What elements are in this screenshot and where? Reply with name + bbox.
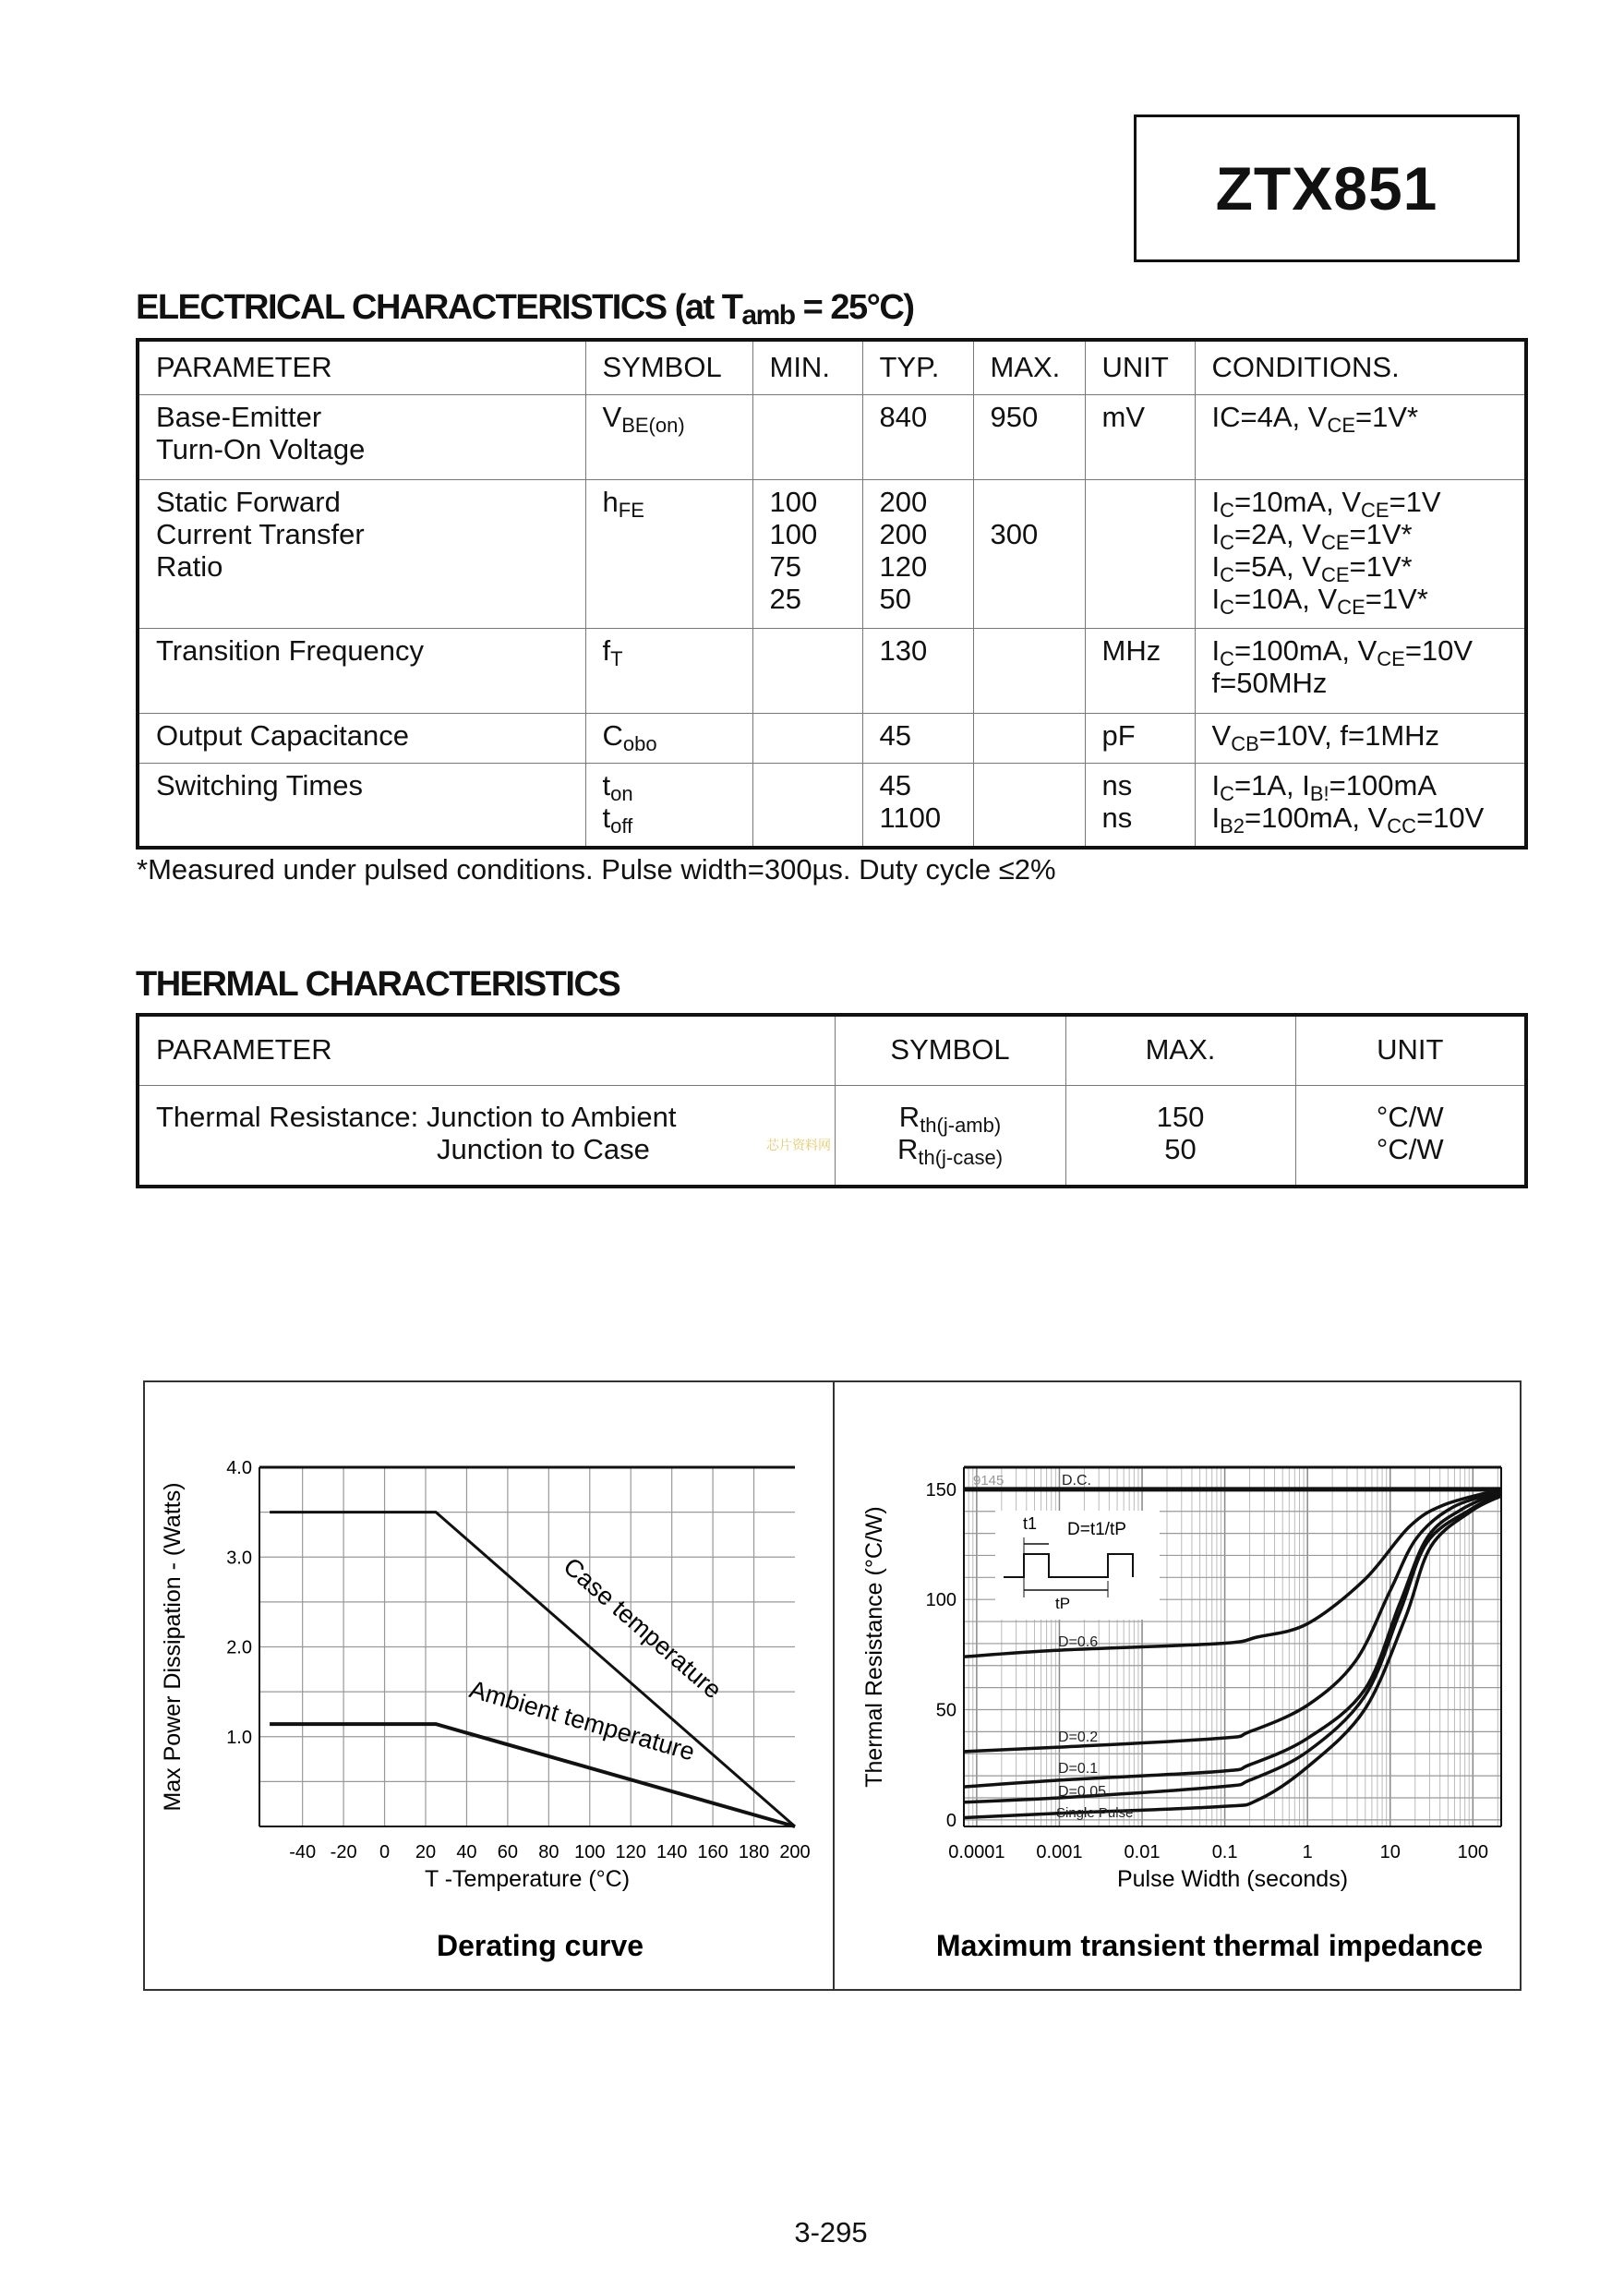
heading-text: ELECTRICAL CHARACTERISTICS (at T bbox=[136, 288, 742, 327]
figure-code: 9145 bbox=[973, 1473, 1004, 1488]
text-segment: I bbox=[1211, 768, 1221, 802]
text-segment: =1V* bbox=[1349, 549, 1413, 583]
typ-line: 120 bbox=[879, 549, 928, 583]
subscript: C bbox=[1220, 530, 1235, 554]
t1-label: t1 bbox=[1023, 1514, 1038, 1533]
subscript: CE bbox=[1337, 595, 1365, 619]
unit-line: ns bbox=[1101, 801, 1133, 834]
subscript: C bbox=[1220, 781, 1235, 805]
x-tick-label: 100 bbox=[1457, 1842, 1489, 1862]
text-segment: =10V bbox=[1416, 801, 1485, 834]
parameter-line: Switching Times bbox=[156, 768, 363, 802]
x-tick-label: 10 bbox=[1379, 1842, 1401, 1862]
series-label: D=0.2 bbox=[1058, 1730, 1099, 1745]
x-tick-label: -20 bbox=[330, 1842, 357, 1862]
parameter-line: Ratio bbox=[156, 549, 223, 583]
series-label: Single Pulse bbox=[1056, 1805, 1134, 1821]
x-axis-title: T -Temperature (°C) bbox=[424, 1866, 631, 1892]
y-tick-label: 150 bbox=[925, 1479, 956, 1501]
typ-line: 45 bbox=[879, 718, 911, 752]
text-segment: =1V* bbox=[1355, 400, 1419, 433]
tp-label: tP bbox=[1055, 1595, 1071, 1612]
header-parameter: PARAMETER bbox=[138, 1015, 835, 1085]
x-tick-label: 20 bbox=[415, 1842, 437, 1862]
x-tick-label: 0 bbox=[379, 1842, 391, 1862]
x-tick-label: 100 bbox=[574, 1842, 606, 1862]
footnote: *Measured under pulsed conditions. Pulse width=300µs. Duty cycle ≤2% bbox=[137, 853, 1056, 886]
y-axis-title: Max Power Dissipation - (Watts) bbox=[160, 1482, 186, 1812]
parameter-line: Static Forward bbox=[156, 485, 341, 518]
series-label: D.C. bbox=[1062, 1473, 1091, 1488]
header-unit: UNIT bbox=[1085, 340, 1195, 394]
text-segment: V bbox=[602, 400, 622, 433]
y-tick-label: 50 bbox=[935, 1700, 956, 1721]
x-tick-label: 80 bbox=[538, 1842, 559, 1862]
text-segment: =1V bbox=[1389, 485, 1441, 518]
subscript: C bbox=[1220, 595, 1235, 619]
text-segment: I bbox=[1211, 517, 1221, 550]
subscript: on bbox=[610, 781, 633, 805]
subscript: CB bbox=[1231, 731, 1259, 755]
min-line: 100 bbox=[769, 517, 818, 550]
chart-title: Maximum transient thermal impedance bbox=[935, 1929, 1484, 1962]
subscript: C bbox=[1220, 498, 1235, 522]
min-line: 25 bbox=[769, 582, 801, 615]
subscript: th(j-case) bbox=[918, 1145, 1004, 1169]
text-segment: R bbox=[898, 1100, 920, 1133]
unit-value: °C/W bbox=[1376, 1100, 1444, 1133]
parameter-line: Current Transfer bbox=[156, 517, 365, 550]
typ-line: 130 bbox=[879, 633, 928, 667]
text-segment: =1A, I bbox=[1234, 768, 1310, 802]
header-unit: UNIT bbox=[1295, 1015, 1526, 1085]
min-line: 100 bbox=[769, 485, 818, 518]
parameter-line: Turn-On Voltage bbox=[156, 432, 366, 465]
x-tick-label: 40 bbox=[456, 1842, 477, 1862]
max-line: 950 bbox=[990, 400, 1039, 433]
subscript: obo bbox=[622, 731, 657, 755]
ambient-temperature-label: Ambient temperature bbox=[466, 1675, 698, 1766]
y-tick-label: 100 bbox=[925, 1590, 956, 1611]
text-segment: =10V bbox=[1404, 633, 1474, 667]
parameter-line: Junction to Case bbox=[437, 1132, 650, 1165]
header-symbol: SYMBOL bbox=[585, 340, 752, 394]
x-tick-label: -40 bbox=[289, 1842, 317, 1862]
text-segment: =1V* bbox=[1349, 517, 1413, 550]
text-segment: =10V, f=1MHz bbox=[1258, 718, 1440, 752]
series-label: D=0.05 bbox=[1058, 1784, 1107, 1800]
text-segment: h bbox=[602, 485, 619, 518]
derating-chart bbox=[160, 1458, 811, 1962]
x-tick-label: 0.01 bbox=[1124, 1842, 1161, 1862]
typ-line: 45 bbox=[879, 768, 911, 802]
text-segment: t bbox=[602, 768, 611, 802]
typ-line: 200 bbox=[879, 485, 928, 518]
text-segment: =100mA, V bbox=[1234, 633, 1377, 667]
series-line-case bbox=[270, 1513, 795, 1826]
header-min: MIN. bbox=[752, 340, 862, 394]
x-tick-label: 0.001 bbox=[1036, 1842, 1083, 1862]
subscript: CE bbox=[1377, 646, 1405, 670]
duty-formula-label: D=t1/tP bbox=[1067, 1520, 1126, 1539]
text-segment: I bbox=[1211, 582, 1221, 615]
watermark: 芯片资料网 bbox=[766, 1138, 831, 1152]
x-tick-label: 0.1 bbox=[1211, 1842, 1238, 1862]
text-segment: C bbox=[602, 718, 623, 752]
part-number: ZTX851 bbox=[1215, 154, 1438, 223]
grid bbox=[259, 1467, 795, 1826]
y-tick-label: 0 bbox=[945, 1810, 956, 1831]
subscript: CE bbox=[1320, 530, 1350, 554]
parameter-line: Base-Emitter bbox=[156, 400, 322, 433]
text-segment: I bbox=[1211, 485, 1221, 518]
max-value: 50 bbox=[1164, 1132, 1197, 1165]
typ-line: 1100 bbox=[879, 801, 942, 834]
header-symbol: SYMBOL bbox=[835, 1015, 1065, 1085]
subscript: CE bbox=[1327, 413, 1355, 437]
subscript: CE bbox=[1361, 498, 1389, 522]
header-parameter: PARAMETER bbox=[138, 340, 585, 394]
subscript: off bbox=[610, 814, 633, 838]
x-axis-title: Pulse Width (seconds) bbox=[1116, 1866, 1349, 1892]
text-segment: R bbox=[896, 1132, 919, 1165]
x-tick-label: 140 bbox=[656, 1842, 688, 1862]
case-temperature-label: Case temperature bbox=[558, 1551, 728, 1705]
thermal-heading: THERMAL CHARACTERISTICS bbox=[136, 965, 620, 1004]
unit-line: pF bbox=[1101, 718, 1136, 752]
text-segment: V bbox=[1211, 718, 1232, 752]
unit-line: ns bbox=[1101, 768, 1133, 802]
header-max: MAX. bbox=[1065, 1015, 1295, 1085]
header-conditions: CONDITIONS. bbox=[1195, 340, 1526, 394]
parameter-line: Thermal Resistance: Junction to Ambient bbox=[156, 1100, 677, 1133]
typ-line: 50 bbox=[879, 582, 911, 615]
heading-text-end: = 25°C) bbox=[794, 288, 914, 327]
parameter-line: Output Capacitance bbox=[156, 718, 410, 752]
text-segment: I bbox=[1211, 801, 1221, 834]
typ-line: 840 bbox=[879, 400, 928, 433]
heading-sub: amb bbox=[741, 300, 795, 331]
header-max: MAX. bbox=[973, 340, 1085, 394]
x-tick-label: 60 bbox=[497, 1842, 519, 1862]
subscript: FE bbox=[618, 498, 644, 522]
subscript: BE(on) bbox=[621, 413, 685, 437]
subscript: B! bbox=[1309, 781, 1329, 805]
x-tick-label: 120 bbox=[615, 1842, 646, 1862]
y-tick-label: 1.0 bbox=[226, 1727, 252, 1748]
text-segment: t bbox=[602, 801, 611, 834]
text-segment: =100mA bbox=[1329, 768, 1437, 802]
unit-value: °C/W bbox=[1376, 1132, 1444, 1165]
text-segment: =10mA, V bbox=[1234, 485, 1362, 518]
max-value: 150 bbox=[1156, 1100, 1205, 1133]
max-line: 300 bbox=[990, 517, 1039, 550]
unit-line: MHz bbox=[1101, 633, 1161, 667]
series-label: D=0.6 bbox=[1058, 1634, 1099, 1650]
chart-title: Derating curve bbox=[436, 1929, 644, 1962]
x-tick-label: 180 bbox=[738, 1842, 770, 1862]
text-segment: =5A, V bbox=[1234, 549, 1321, 583]
text-segment: f bbox=[602, 633, 611, 667]
unit-line: mV bbox=[1101, 400, 1145, 433]
subscript: C bbox=[1220, 646, 1235, 670]
thermal-impedance-chart bbox=[861, 1467, 1501, 1962]
header-typ: TYP. bbox=[862, 340, 973, 394]
text-segment: =1V* bbox=[1365, 582, 1428, 615]
text-segment: IC=4A, V bbox=[1211, 400, 1328, 433]
parameter-line: Transition Frequency bbox=[156, 633, 425, 667]
text-segment: =2A, V bbox=[1234, 517, 1321, 550]
text-segment: =100mA, V bbox=[1245, 801, 1388, 834]
x-tick-label: 160 bbox=[697, 1842, 728, 1862]
subscript: C bbox=[1220, 562, 1235, 586]
subscript: th(j-amb) bbox=[920, 1113, 1002, 1137]
y-axis-title: Thermal Resistance (°C/W) bbox=[861, 1506, 887, 1788]
subscript: CE bbox=[1320, 562, 1350, 586]
page-number: 3-295 bbox=[794, 2216, 868, 2248]
y-tick-label: 3.0 bbox=[226, 1548, 252, 1569]
series-label: D=0.1 bbox=[1058, 1761, 1099, 1777]
text-segment: =10A, V bbox=[1234, 582, 1338, 615]
subscript: B2 bbox=[1220, 814, 1245, 838]
text-segment: f=50MHz bbox=[1211, 666, 1328, 699]
y-tick-label: 4.0 bbox=[226, 1458, 252, 1478]
x-tick-label: 1 bbox=[1302, 1842, 1313, 1862]
text-segment: I bbox=[1211, 549, 1221, 583]
y-tick-label: 2.0 bbox=[226, 1637, 252, 1658]
typ-line: 200 bbox=[879, 517, 928, 550]
x-tick-label: 200 bbox=[779, 1842, 811, 1862]
subscript: CC bbox=[1387, 814, 1417, 838]
subscript: T bbox=[610, 646, 623, 670]
min-line: 75 bbox=[769, 549, 801, 583]
x-tick-label: 0.0001 bbox=[948, 1842, 1005, 1862]
text-segment: I bbox=[1211, 633, 1221, 667]
series-line-ambient bbox=[270, 1724, 795, 1826]
